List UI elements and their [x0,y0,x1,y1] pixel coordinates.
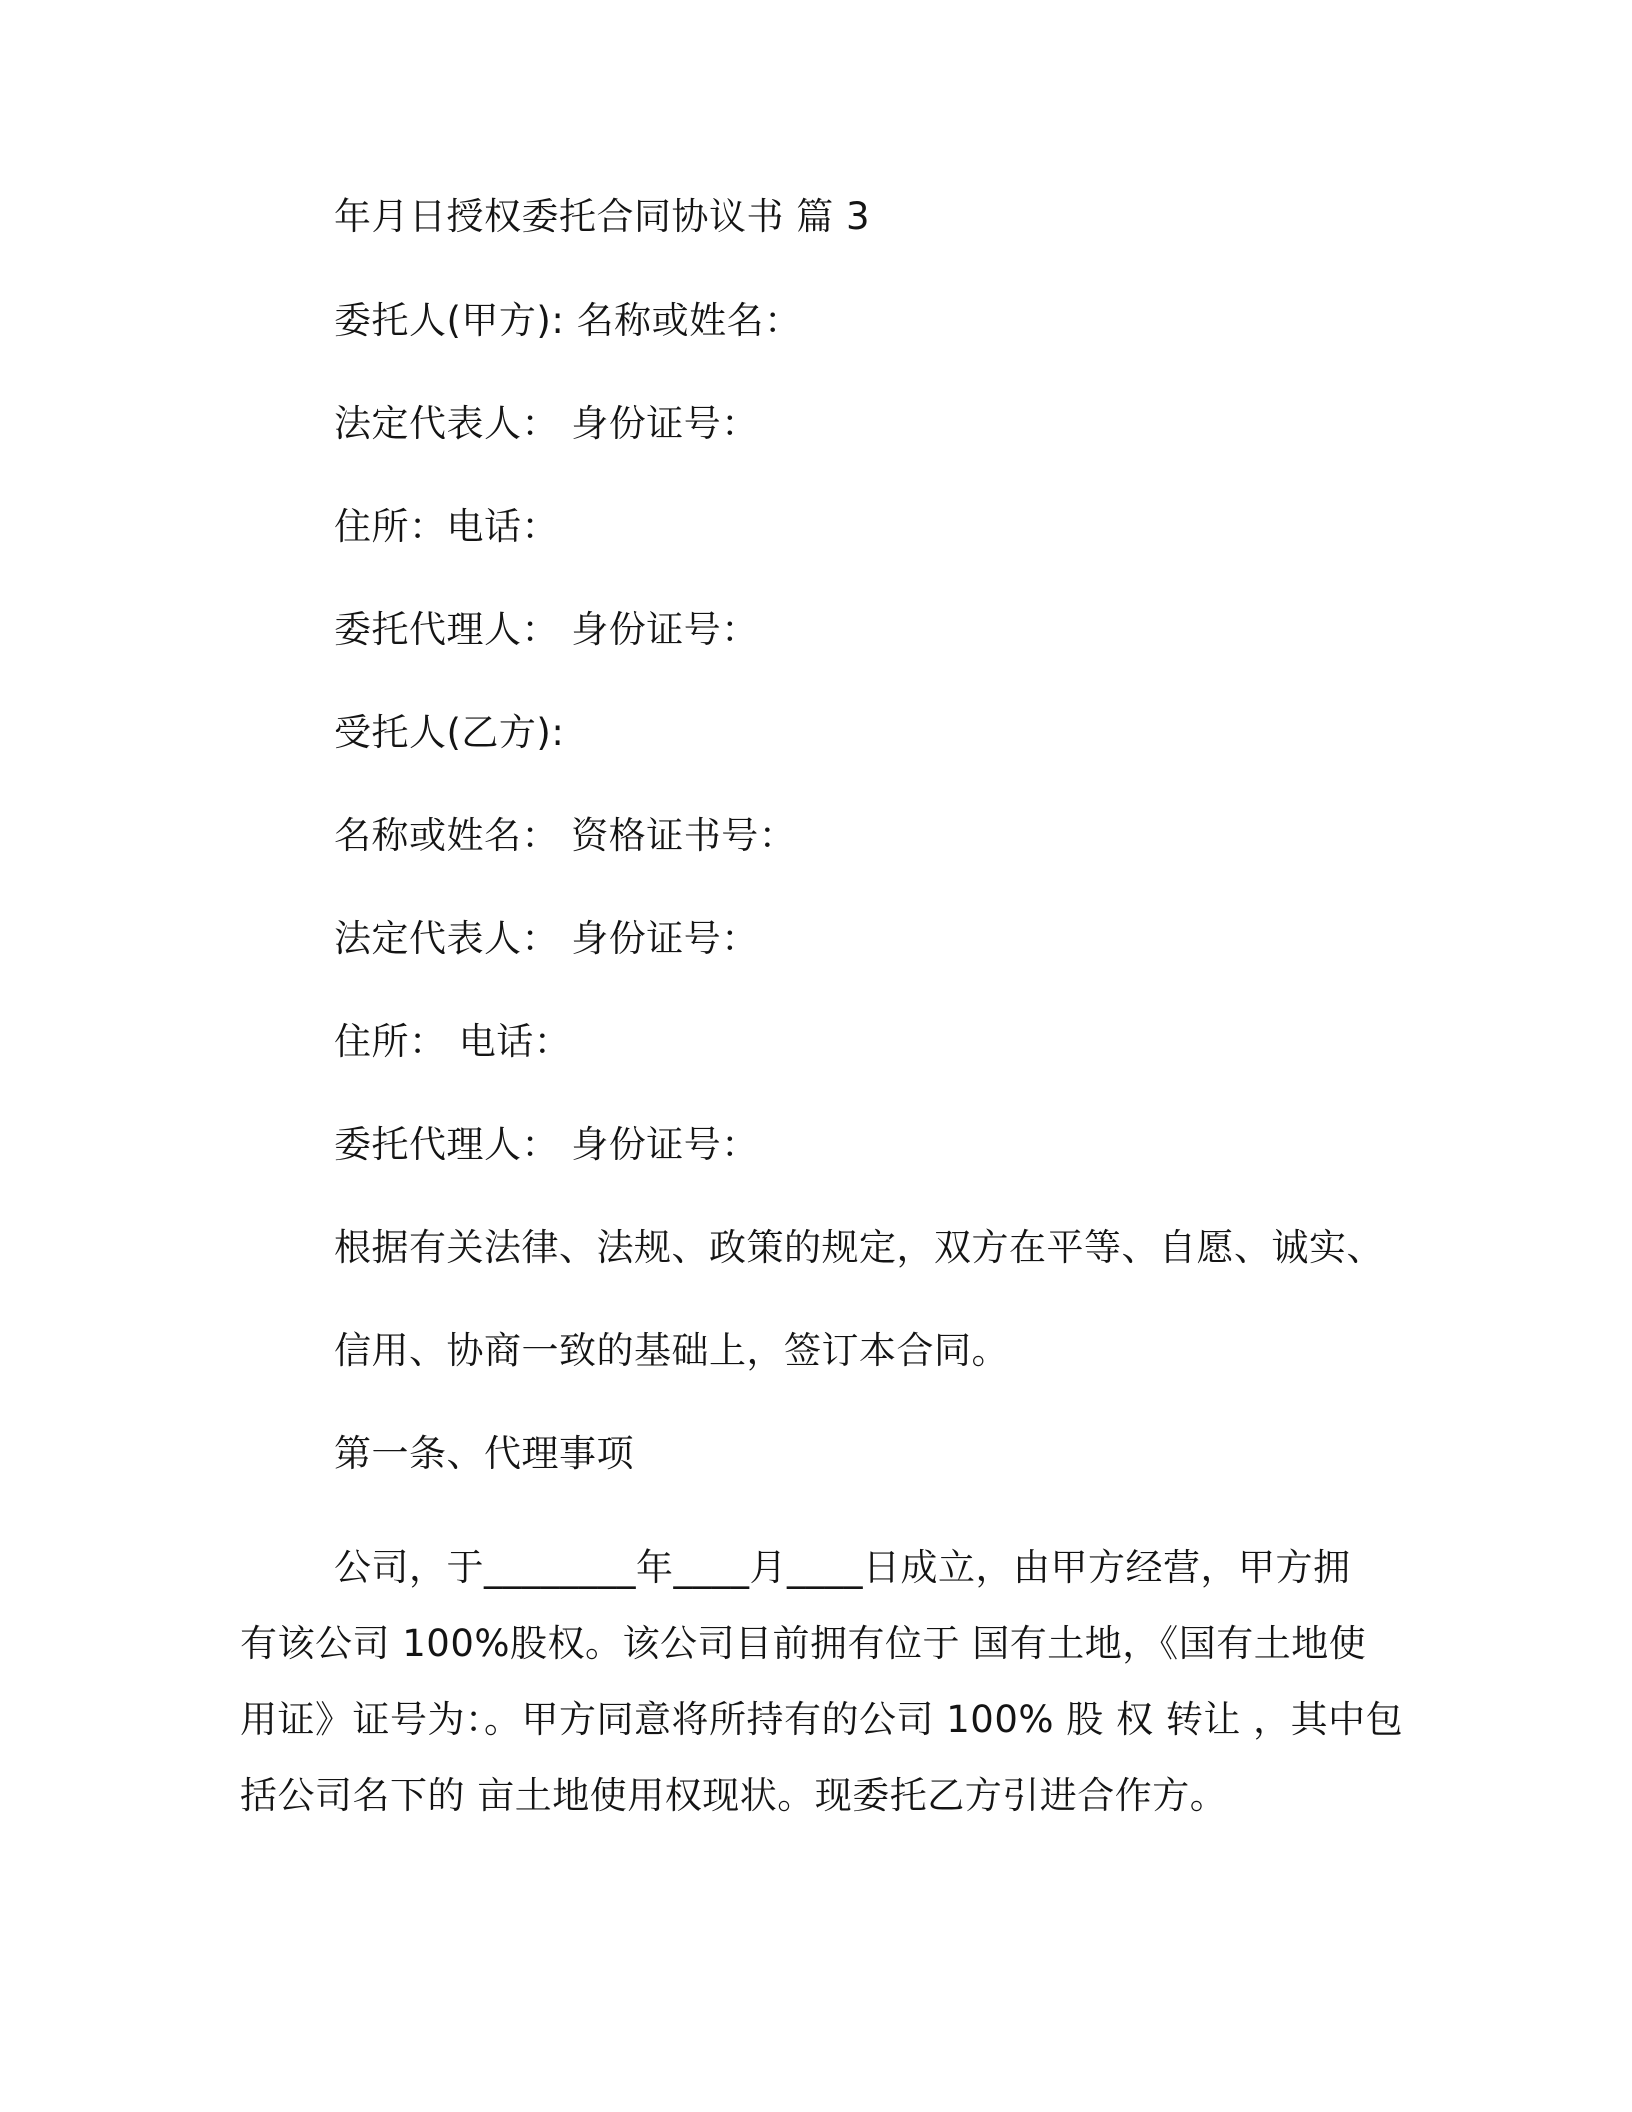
party-b-agent: 委托代理人： 身份证号： [334,1123,759,1166]
article-1-heading: 第一条、代理事项 [334,1432,634,1475]
party-a-heading: 委托人(甲方): 名称或姓名： [334,299,802,342]
article-1-line-4: 括公司名下的 亩土地使用权现状。现委托乙方引进合作方。 [240,1774,1228,1817]
preamble-line-1: 根据有关法律、法规、政策的规定，双方在平等、自愿、诚实、 [334,1226,1384,1269]
article-1-line-2: 有该公司 100%股权。该公司目前拥有位于 国有土地，《国有土地使 [240,1622,1367,1665]
article-1-line-1: 公司，于________年____月____日成立，由甲方经营，甲方拥 [334,1546,1351,1589]
preamble-line-2: 信用、协商一致的基础上，签订本合同。 [334,1329,1009,1372]
party-b-heading: 受托人(乙方): [334,711,565,754]
party-a-legal-rep: 法定代表人： 身份证号： [334,402,759,445]
party-a-agent: 委托代理人： 身份证号： [334,608,759,651]
party-b-name-line: 名称或姓名： 资格证书号： [334,814,797,857]
party-a-address: 住所：电话： [334,505,559,548]
party-b-legal-rep: 法定代表人： 身份证号： [334,917,759,960]
party-b-address: 住所： 电话： [334,1020,572,1063]
article-1-paragraph [240,1530,1404,1834]
document-title: 年月日授权委托合同协议书 篇 3 [334,195,871,238]
article-1-line-3: 用证》证号为：。甲方同意将所持有的公司 100% 股 权 转让 ，其中包 [240,1698,1404,1741]
